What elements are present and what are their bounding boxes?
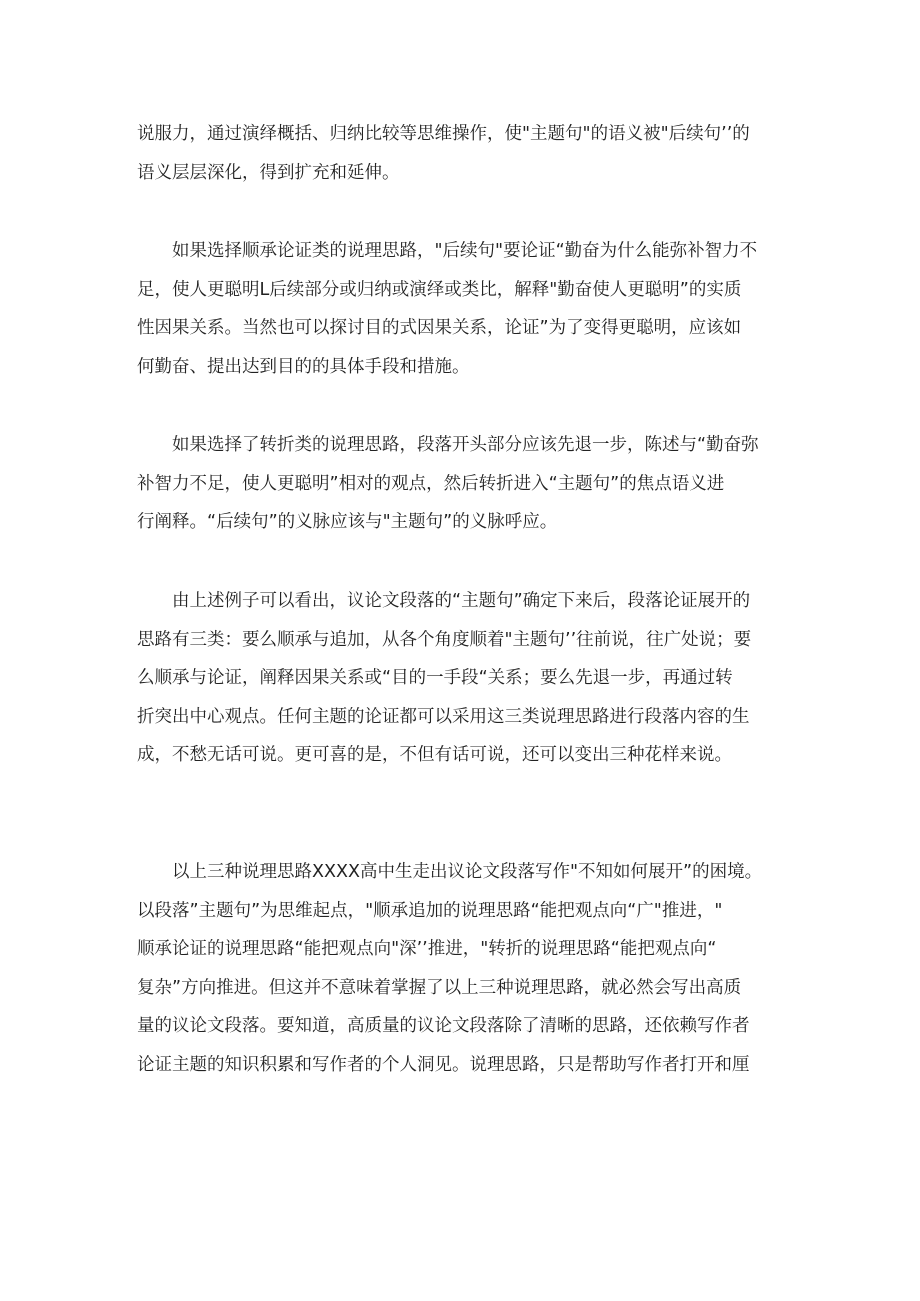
text-line: 论证主题的知识积累和写作者的个人洞见。说理思路，只是帮助写作者打开和厘 xyxy=(137,1054,750,1075)
text-line: 量的议论文段落。要知道，高质量的议论文段落除了清晰的思路，还依赖写作者 xyxy=(137,1016,750,1036)
paragraph-5 xyxy=(137,853,797,1084)
paragraph-3 xyxy=(137,426,797,542)
text-line: 补智力不足，使人更聪明”相对的观点，然后转折进入“主题句”的焦点语义进 xyxy=(137,473,725,494)
text-line: 何勤奋、提出达到目的的具体手段和措施。 xyxy=(137,356,470,377)
text-line: 行阐释。“后续句”的义脉应该与"主题句”的义脉呼应。 xyxy=(137,512,558,532)
text-line: 说服力，通过演绎概括、归纳比较等思维操作，使"主题句"的语义被"后续句’’的 xyxy=(137,124,750,144)
text-line: 足，使人更聪明L后续部分或归纳或演绎或类比，解释"勤奋使人更聪明”的实质 xyxy=(137,279,742,300)
paragraph-1 xyxy=(137,115,797,192)
text-line: 顺承论证的说理思路“能把观点向"深’’推进，"转折的说理思路“能把观点向“ xyxy=(137,939,717,959)
text-line: 么顺承与论证，阐释因果关系或“目的一手段“关系；要么先退一步，再通过转 xyxy=(137,668,733,688)
text-line: 复杂”方向推进。但这并不意味着掌握了以上三种说理思路，就必然会写出高质 xyxy=(137,977,742,998)
text-line: 以上三种说理思路XXXX高中生走出议论文段落写作"不知如何展开”的困境。 xyxy=(172,862,763,882)
text-line: 思路有三类：要么顺承与追加，从各个角度顺着"主题句’’往前说，往广处说；要 xyxy=(137,629,752,650)
text-line: 折突出中心观点。任何主题的论证都可以采用这三类说理思路进行段落内容的生 xyxy=(137,706,750,727)
text-line: 由上述例子可以看出，议论文段落的“主题句”确定下来后，段落论证展开的 xyxy=(172,591,751,611)
text-line: 语义层层深化，得到扩充和延伸。 xyxy=(137,162,400,183)
text-line: 成，不愁无话可说。更可喜的是，不但有话可说，还可以变出三种花样来说。 xyxy=(137,745,732,765)
paragraph-4 xyxy=(137,582,797,775)
text-line: 以段落”主题句”为思维起点，"顺承追加的说理思路“能把观点向“广"推进，" xyxy=(137,900,723,921)
text-line: 如果选择顺承论证类的说理思路，"后续句"要论证“勤奋为什么能弥补智力不 xyxy=(172,241,758,261)
text-line: 如果选择了转折类的说理思路，段落开头部分应该先退一步，陈述与“勤奋弥 xyxy=(172,435,759,455)
text-line: 性因果关系。当然也可以探讨目的式因果关系，论证”为了变得更聪明，应该如 xyxy=(137,318,742,338)
paragraph-2 xyxy=(137,232,797,386)
